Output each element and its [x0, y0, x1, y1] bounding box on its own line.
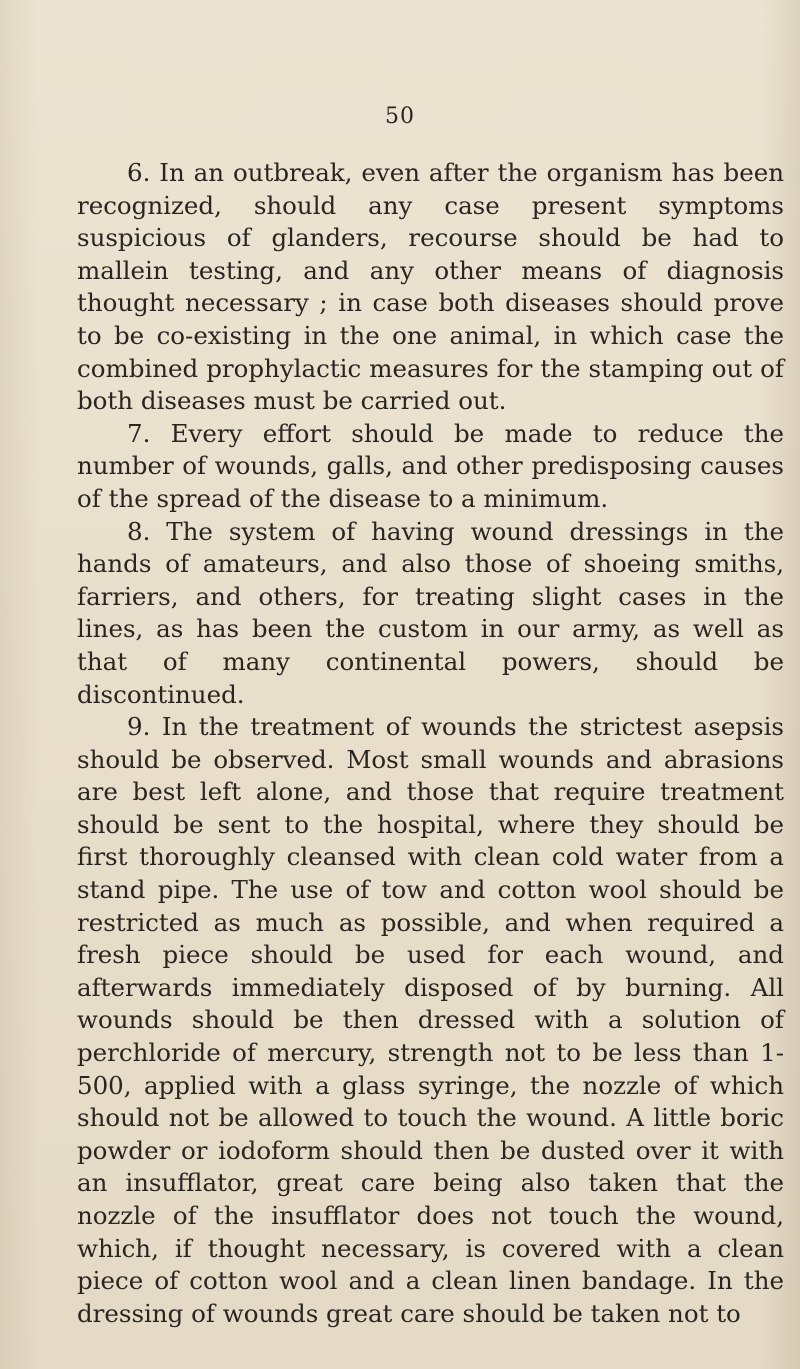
paragraph-7: 7. Every effort should be made to reduce the number of wounds, galls, and other predisposing causes of the spread of the disease to a minimum.	[77, 418, 784, 513]
page-number: 50	[385, 104, 415, 129]
paragraph-6: 6. In an outbreak, even after the organism has been recognized, should any case present symptoms suspicious of glanders, recourse should be had to mallein testing, and any other means of diagnosis thought necessary ; in case both diseases should prove to be co-existing in the one animal, in which case the combined prophylactic measures for the stamping out of both diseases must be carried out.	[77, 158, 784, 416]
paragraph-8: 8. The system of having wound dressings in the hands of amateurs, and also those of shoeing smiths, farriers, and others, for treating slight cases in the lines, as has been the custom in our army, as well as that of many continental powers, should be discontinued.	[77, 516, 784, 709]
body-text	[77, 157, 784, 1330]
paragraph-9: 9. In the treatment of wounds the strictest asepsis should be observed. Most small wounds and abrasions are best left alone, and those that require treatment should be sent to the hospital, where they should be first thoroughly cleansed with clean cold water from a stand pipe. The use of tow and cotton wool should be restricted as much as possible, and when required a fresh piece should be used for each wound, and afterwards immediately disposed of by burning. All wounds should be then dressed with a solution of perchloride of mercury, strength not to be less than 1-500, applied with a glass syringe, the nozzle of which should not be allowed to touch the wound. A little boric powder or iodoform should then be dusted over it with an insufflator, great care being also taken that the nozzle of the insufflator does not touch the wound, which, if thought necessary, is covered with a clean piece of cotton wool and a clean linen bandage. In the dressing of wounds great care should be taken not to	[77, 712, 784, 1328]
